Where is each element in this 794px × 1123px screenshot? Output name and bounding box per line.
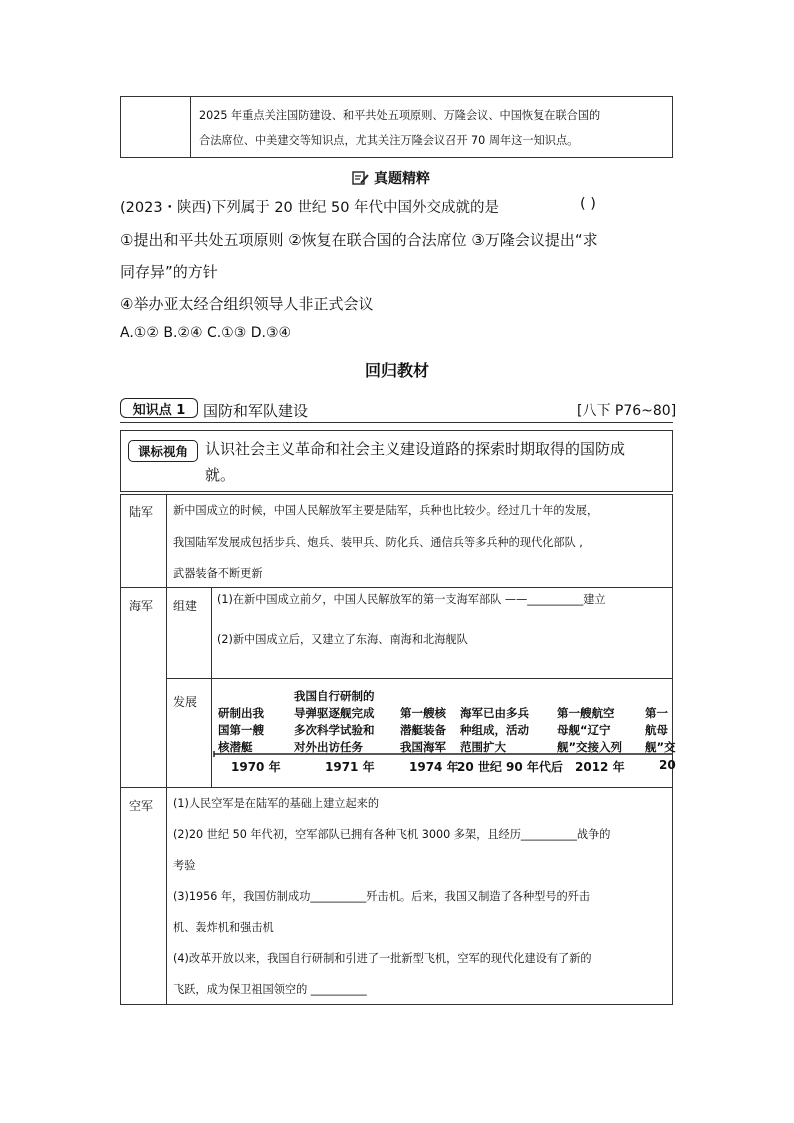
airforce-text	[173, 788, 670, 1005]
answer-options: A.①② B.②④ C.①③ D.③④	[120, 325, 292, 341]
curriculum-line: 就。	[205, 466, 236, 484]
timeline-year: 1974 年	[409, 760, 459, 774]
army-line: 新中国成立的时候，中国人民解放军主要是陆军，兵种也比较少。经过几十年的发展，	[173, 504, 599, 517]
timeline-year: 1970 年	[231, 760, 281, 774]
airforce-line: 考验	[173, 859, 196, 872]
top-note-text	[199, 103, 667, 153]
section-heading-text: 真题精粹	[374, 171, 430, 187]
airforce-line: (2)20 世纪 50 年代初，空军部队已拥有各种飞机 3000 多架，且经历__________战争的	[173, 828, 611, 841]
timeline-event: 第一艘航空 母舰“辽宁 舰”交接入列	[557, 706, 623, 754]
curriculum-text	[205, 436, 665, 488]
question-line: ①提出和平共处五项原则 ②恢复在联合国的合法席位 ③万隆会议提出“求	[120, 231, 598, 249]
question-stem: (2023・陕西)下列属于 20 世纪 50 年代中国外交成就的是	[120, 200, 500, 216]
page-title: 回归教材	[364, 361, 429, 380]
navy-founding-1: (1)在新中国成立前夕，中国人民解放军的第一支海军部队 ——__________建立	[217, 593, 606, 606]
airforce-line: 飞跃，成为保卫祖国领空的 __________	[173, 983, 367, 996]
timeline-year: 2012 年	[575, 760, 625, 774]
top-note-line: 合法席位、中美建交等知识点，尤其关注万隆会议召开 70 周年这一知识点。	[199, 134, 579, 147]
navy-founding-2: (2)新中国成立后，又建立了东海、南海和北海舰队	[217, 633, 468, 646]
knowledge-point-badge: 知识点 1	[120, 398, 198, 418]
divider	[120, 422, 673, 423]
top-note-empty-cell	[121, 97, 191, 157]
column-divider	[166, 495, 167, 1004]
section-heading	[352, 168, 430, 188]
timeline-event: 第一 航母 舰”交	[645, 706, 676, 754]
airforce-label: 空军	[129, 799, 154, 813]
question-line: 同存异”的方针	[120, 263, 218, 281]
curriculum-badge: 课标视角	[128, 440, 198, 462]
timeline-year: 20 世纪 90 年代后	[457, 760, 563, 774]
curriculum-line: 认识社会主义革命和社会主义建设道路的探索时期取得的国防成	[205, 440, 626, 458]
navy-founding-label: 组建	[173, 599, 198, 613]
army-line: 武器装备不断更新	[173, 567, 263, 580]
timeline-event: 第一艘核 潜艇装备 我国海军	[400, 706, 446, 754]
textbook-reference: [八下 P76~80]	[577, 403, 677, 419]
airforce-line: (3)1956 年，我国仿制成功__________歼击机。后来，我国又制造了各种型号的歼击	[173, 890, 591, 903]
timeline-year: 20	[659, 758, 676, 772]
military-table	[120, 494, 676, 1005]
knowledge-point-title: 国防和军队建设	[203, 402, 309, 420]
army-line: 我国陆军发展成包括步兵、炮兵、装甲兵、防化兵、通信兵等多兵种的现代化部队 ,	[173, 535, 583, 549]
pen-note-icon	[352, 170, 370, 186]
army-text	[173, 495, 668, 590]
airforce-line: 机、轰炸机和强击机	[173, 921, 274, 934]
timeline-event: 海军已由多兵 种组成，活动 范围扩大	[460, 706, 529, 754]
timeline-year: 1971 年	[325, 760, 375, 774]
navy-label: 海军	[129, 599, 154, 613]
navy-development-label: 发展	[173, 695, 198, 709]
question-line: ④举办亚太经合组织领导人非正式会议	[120, 295, 374, 313]
army-label: 陆军	[129, 505, 154, 519]
airforce-line: (1)人民空军是在陆军的基础上建立起来的	[173, 797, 380, 810]
top-note-line: 2025 年重点关注国防建设、和平共处五项原则、万隆会议、中国恢复在联合国的	[199, 109, 601, 122]
timeline-event: 研制出我 国第一艘 核潜艇	[218, 706, 264, 754]
airforce-line: (4)改革开放以来，我国自行研制和引进了一批新型飞机，空军的现代化建设有了新的	[173, 952, 592, 965]
timeline-event: 我国自行研制的 导弹驱逐舰完成 多次科学试验和 对外出访任务	[294, 689, 375, 754]
answer-bracket: ( )	[580, 196, 596, 212]
top-note-table	[120, 96, 673, 158]
navy-timeline	[211, 679, 676, 786]
